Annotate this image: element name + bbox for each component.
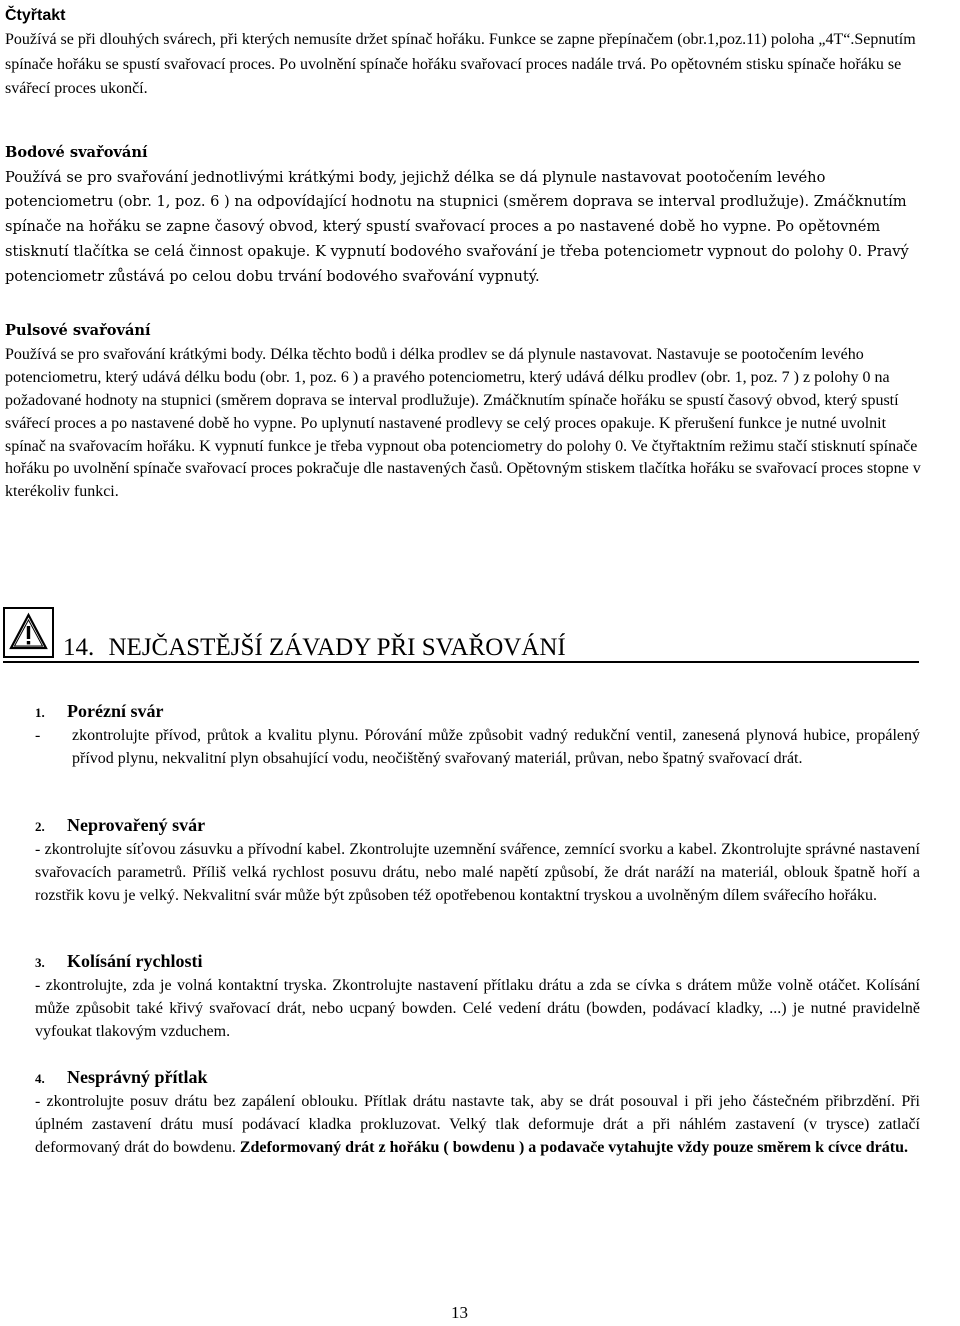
fault-text: [35, 1091, 920, 1159]
fault-heading: [35, 949, 920, 975]
section-ctyrtakt: [5, 4, 920, 101]
fault-title: Porézní svár: [67, 701, 164, 721]
fault-text: - zkontrolujte, zda je volná kontaktní tryska. Zkontrolujte nastavení přítlaku drátu a zda se cívka s drátem může volně otáčet. Kolísání může způsobit také křivý svařovací drát, nebo ucpaný bowden. Celé vedení drátu (bowden, podávací kladky, ...) je nutné pravidelně vyfoukat tlakovým vzduchem.: [35, 977, 920, 1040]
fault-number: 3.: [35, 955, 45, 970]
page-number: 13: [451, 1303, 468, 1322]
fault-text-bold: Zdeformovaný drát z hořáku ( bowdenu ) a podavače vytahujte vždy pouze směrem k cívce drátu.: [239, 1138, 908, 1156]
section-heading: Čtyřtakt: [5, 7, 66, 24]
fault-number: 4.: [35, 1071, 45, 1086]
fault-dash: -: [35, 727, 41, 744]
fault-text-row: [35, 725, 920, 771]
section-pulsove: [5, 320, 923, 504]
fault-heading: [35, 1065, 920, 1091]
fault-title: Neprovařený svár: [67, 815, 206, 835]
fault-text: - zkontrolujte síťovou zásuvku a přívodní kabel. Zkontrolujte uzemnění svářence, zemnící svorku a kabel. Zkontrolujte správné nastavení svařovacích parametrů. Příliš velká rychlost posuvu drátu, nebo malé napětí způsobí, že drát naráží na materiál, oblouk špatně hoří a rozstřik kovu je velký. Nekvalitní svár může být způsoben též opotřebenou kontaktní tryskou a uvolněným dílem svářecího hořáku.: [35, 841, 920, 904]
fault-heading: [35, 699, 920, 725]
fault-text: zkontrolujte přívod, průtok a kvalitu plynu. Pórování může způsobit vadný redukční ventil, zanesená plynová hubice, propálený přívod plynu, nekvalitní plyn obsahující vodu, neočištěný svařovaný materiál, průvan, nebo špatný svařovací drát.: [72, 727, 920, 767]
section-text: Používá se pro svařování krátkými body. Délka těchto bodů i délka prodlev se dá plynule nastavovat. Nastavuje se pootočením levého potenciometru, který udává délku bodu (obr. 1, poz. 6 ) a pravého potenciometru, který udává délku prodlev (obr. 1, poz. 7 ) z polohy 0 na požadované hodnoty na stupnici (směrem doprava se interval prodlužuje). Zmáčknutím spínače hořáku se spustí časový obvod, který spustí svářecí proces a po nastavené době ho vypne. Po uplynutí nastavené prodlevy se celý proces opakuje. K přerušení funkce je nutné uvolnit spínač na svařovacím hořáku. K vypnutí funkce je třeba vypnout oba potenciometry do polohy 0. Ve čtyřtaktním režimu stačí stisknutí spínače hořáku po uvolnění spínače svařovací proces pokračuje dle nastavených časů. Opětovným stiskem tlačítka hořáku se svařovací proces stopne v kterékoliv funkci.: [5, 345, 921, 501]
chapter-divider: [3, 661, 919, 663]
section-text: Používá se pro svařování jednotlivými krátkými body, jejichž délka se dá plynule nastavovat pootočením levého potenciometru (obr. 1, poz. 6 ) na odpovídající hodnotu na stupnici (směrem doprava se interval prodlužuje). Zmáčknutím spínače na hořáku se zapne časový obvod, který spustí svařovací proces a po nastavené době ho vypne. Po opětovném stisknutí tlačítka se celá činnost opakuje. K vypnutí bodového svařování je třeba potenciometr vypnout do polohy 0. Pravý potenciometr zůstává po celou dobu trvání bodového svařování vypnutý.: [5, 168, 909, 285]
fault-heading: [35, 813, 920, 839]
chapter-title-text: NEJČASTĚJŠÍ ZÁVADY PŘI SVAŘOVÁNÍ: [108, 634, 566, 661]
warning-box: [3, 607, 54, 658]
fault-item-1: [35, 699, 920, 771]
chapter-number: 14.: [63, 634, 95, 661]
section-heading: Bodové svařování: [5, 144, 148, 161]
fault-text-normal: - zkontrolujte posuv drátu bez zapálení oblouku. Přítlak drátu nastavte tak, aby se drát posouval i při jeho částečném přibrzdění. Při úplném zastavení drátu musí podávací kladka prokluzovat. Velký tlak deformuje drát a při náhlém zastavení (v trysce) zatlačí deformovaný drát do bowdenu.: [35, 1093, 920, 1156]
fault-item-3: [35, 949, 920, 1043]
section-heading: Pulsové svařování: [5, 322, 151, 339]
fault-number: 2.: [35, 819, 45, 834]
fault-number: 1.: [35, 705, 45, 720]
section-bodove: [5, 141, 920, 289]
warning-triangle-icon: [5, 609, 52, 656]
fault-item-4: [35, 1065, 920, 1159]
section-text: Používá se při dlouhých svárech, při kterých nemusíte držet spínač hořáku. Funkce se zapne přepínačem (obr.1,poz.11) poloha „4T“.Sepnutím spínače hořáku se spustí svařovací proces. Po uvolnění spínače hořáku svařovací proces nadále trvá. Po opětovném stisku spínače hořáku se svářecí proces ukončí.: [5, 31, 916, 97]
fault-item-2: [35, 813, 920, 907]
chapter-title: [63, 632, 566, 664]
fault-title: Nesprávný přítlak: [67, 1067, 208, 1087]
fault-title: Kolísání rychlosti: [67, 951, 203, 971]
